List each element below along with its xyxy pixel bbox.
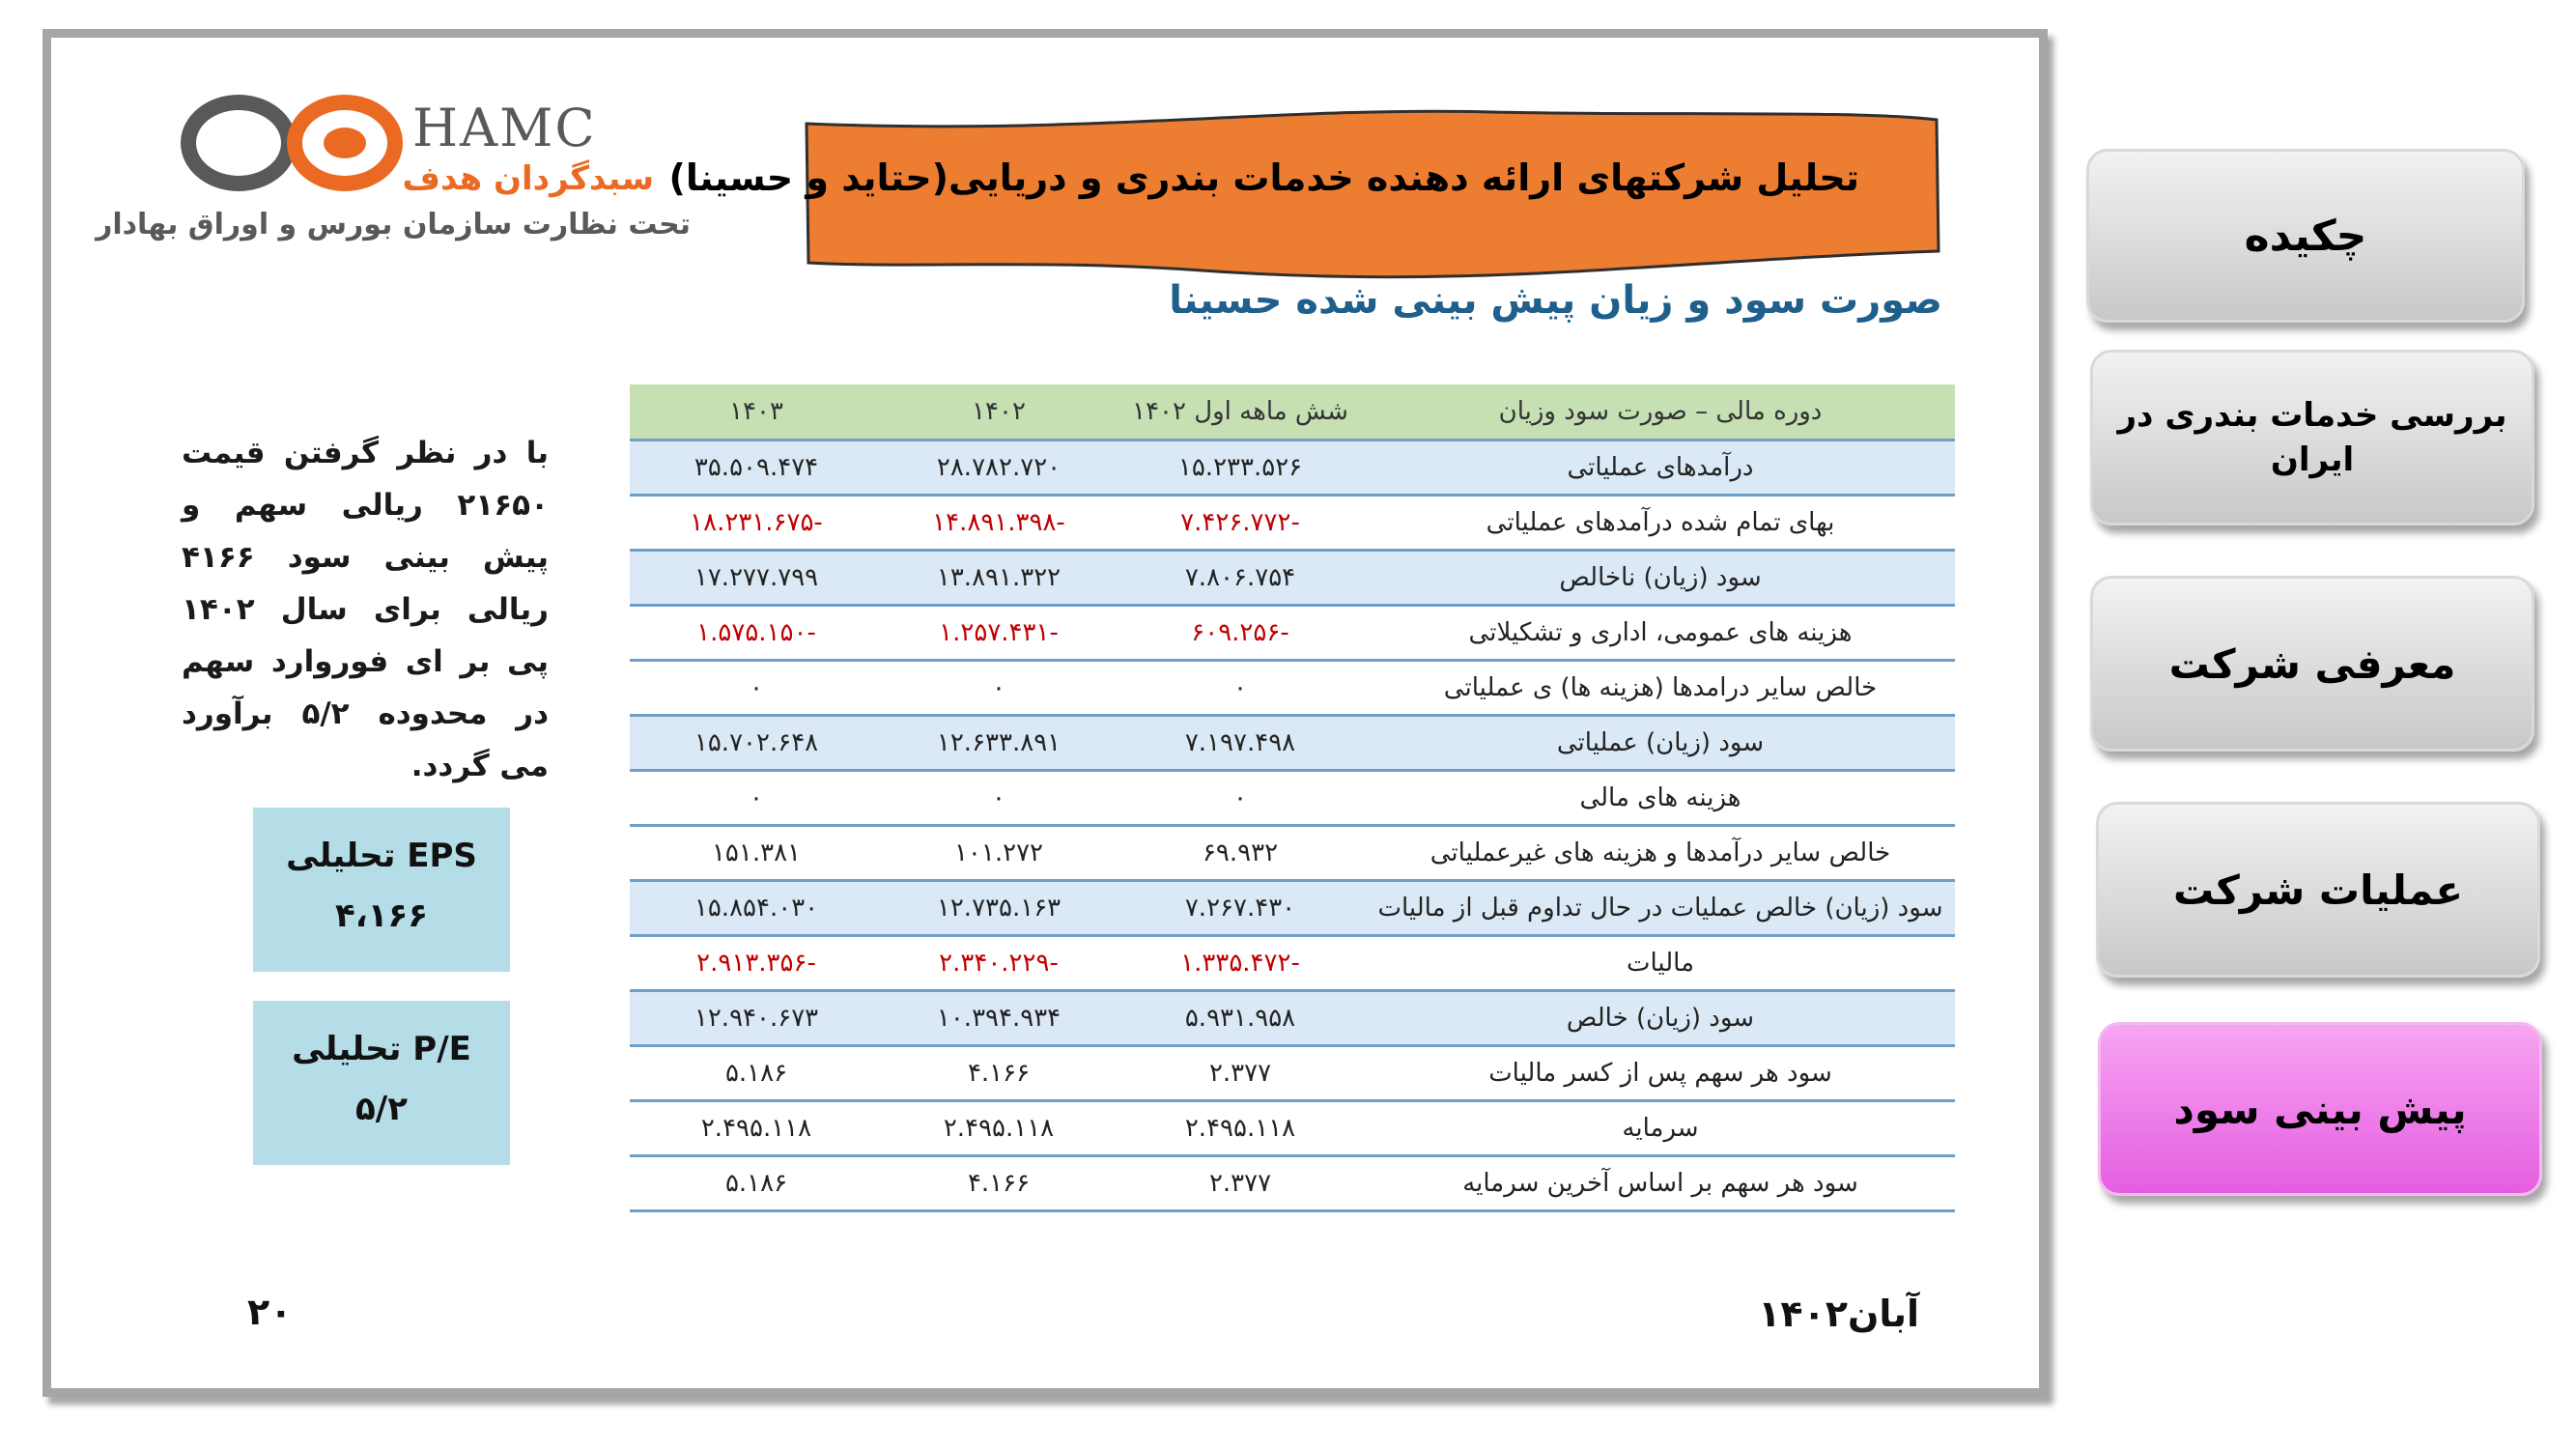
income-statement-table: [630, 384, 1955, 1212]
column-header: ۱۴۰۳: [630, 384, 883, 440]
table-cell: ۴.۱۶۶: [883, 1046, 1115, 1101]
table-cell: -۲.۳۴۰.۲۲۹: [883, 936, 1115, 991]
page-title: تحلیل شرکتهای ارائه دهنده خدمات بندری و دریایی(حتاید و حسینا): [668, 156, 1859, 199]
table-row: [630, 991, 1955, 1046]
section-subtitle: صورت سود و زیان پیش بینی شده حسینا: [1169, 278, 1942, 323]
eps-box: [253, 808, 510, 972]
table-cell: ۲.۴۹۵.۱۱۸: [1115, 1101, 1366, 1156]
column-header: شش ماهه اول ۱۴۰۲: [1115, 384, 1366, 440]
table-cell: -۲.۹۱۳.۳۵۶: [630, 936, 883, 991]
eps-value: ۴،۱۶۶: [335, 896, 428, 935]
row-label: خالص سایر درآمدها و هزینه های غیرعملیاتی: [1366, 826, 1955, 881]
table-cell: ۱۵۱.۳۸۱: [630, 826, 883, 881]
row-label: سود (زیان) خالص: [1366, 991, 1955, 1046]
table-cell: ۰: [1115, 771, 1366, 826]
table-cell: -۱.۳۳۵.۴۷۲: [1115, 936, 1366, 991]
table-cell: ۱۲.۷۳۵.۱۶۳: [883, 881, 1115, 936]
pe-box: [253, 1001, 510, 1165]
table-cell: ۱۲.۶۳۳.۸۹۱: [883, 716, 1115, 771]
table-cell: ۰: [1115, 661, 1366, 716]
logo-tagline: تحت نظارت سازمان بورس و اوراق بهادار: [96, 208, 691, 242]
table-cell: ۰: [883, 771, 1115, 826]
nav-button-port-services[interactable]: بررسی خدمات بندری در ایران: [2090, 350, 2534, 526]
row-label: سود هر سهم پس از کسر مالیات: [1366, 1046, 1955, 1101]
table-cell: -۱.۲۵۷.۴۳۱: [883, 606, 1115, 661]
table-cell: ۳۵.۵۰۹.۴۷۴: [630, 440, 883, 496]
row-label: سود هر سهم بر اساس آخرین سرمایه: [1366, 1156, 1955, 1211]
table-cell: ۵.۹۳۱.۹۵۸: [1115, 991, 1366, 1046]
table-cell: -۱.۵۷۵.۱۵۰: [630, 606, 883, 661]
table-row: [630, 1156, 1955, 1211]
table-cell: ۰: [883, 661, 1115, 716]
nav-button-company-intro[interactable]: معرفی شرکت: [2090, 576, 2534, 752]
table-cell: ۱۵.۲۳۳.۵۲۶: [1115, 440, 1366, 496]
table-cell: ۷.۱۹۷.۴۹۸: [1115, 716, 1366, 771]
table-cell: ۲.۴۹۵.۱۱۸: [630, 1101, 883, 1156]
table-cell: -۱۴.۸۹۱.۳۹۸: [883, 496, 1115, 551]
table-cell: ۶۹.۹۳۲: [1115, 826, 1366, 881]
logo-name: سبدگردان هدف: [402, 159, 654, 198]
column-header: دوره مالی – صورت سود وزیان: [1366, 384, 1955, 440]
nav-button-summary[interactable]: چکیده: [2086, 149, 2525, 323]
row-label: سرمایه: [1366, 1101, 1955, 1156]
table-cell: ۱۵.۸۵۴.۰۳۰: [630, 881, 883, 936]
nav-button-company-operations[interactable]: عملیات شرکت: [2096, 802, 2540, 978]
table-cell: ۱۷.۲۷۷.۷۹۹: [630, 551, 883, 606]
column-header: ۱۴۰۲: [883, 384, 1115, 440]
table-cell: -۱۸.۲۳۱.۶۷۵: [630, 496, 883, 551]
table-row: [630, 826, 1955, 881]
infinity-logo-icon: [179, 90, 410, 196]
logo-brand: HAMC: [412, 98, 597, 158]
title-banner: [668, 106, 1946, 280]
table-cell: ۴.۱۶۶: [883, 1156, 1115, 1211]
table-cell: -۷.۴۲۶.۷۷۲: [1115, 496, 1366, 551]
row-label: سود (زیان) عملیاتی: [1366, 716, 1955, 771]
row-label: سود (زیان) ناخالص: [1366, 551, 1955, 606]
page-date: آبان۱۴۰۲: [1758, 1293, 1919, 1335]
table-row: [630, 496, 1955, 551]
table-row: [630, 1101, 1955, 1156]
row-label: مالیات: [1366, 936, 1955, 991]
table-cell: ۰: [630, 771, 883, 826]
table-row: [630, 771, 1955, 826]
pe-value: ۵/۲: [355, 1090, 408, 1128]
table-cell: ۷.۸۰۶.۷۵۴: [1115, 551, 1366, 606]
table-cell: -۶۰۹.۲۵۶: [1115, 606, 1366, 661]
table-row: [630, 440, 1955, 496]
table-cell: ۱۵.۷۰۲.۶۴۸: [630, 716, 883, 771]
table-cell: ۱۳.۸۹۱.۳۲۲: [883, 551, 1115, 606]
table-cell: ۲۸.۷۸۲.۷۲۰: [883, 440, 1115, 496]
row-label: سود (زیان) خالص عملیات در حال تداوم قبل از مالیات: [1366, 881, 1955, 936]
table-cell: ۲.۳۷۷: [1115, 1156, 1366, 1211]
row-label: هزینه های عمومی، اداری و تشکیلاتی: [1366, 606, 1955, 661]
row-label: خالص سایر درامدها (هزینه ها) ی عملیاتی: [1366, 661, 1955, 716]
table-row: [630, 606, 1955, 661]
table-row: [630, 881, 1955, 936]
table-cell: ۰: [630, 661, 883, 716]
eps-label: EPS تحلیلی: [286, 837, 477, 875]
row-label: بهای تمام شده درآمدهای عملیاتی: [1366, 496, 1955, 551]
table-row: [630, 936, 1955, 991]
table-row: [630, 551, 1955, 606]
analysis-note: با در نظر گرفتن قیمت ۲۱۶۵۰ ریالی سهم و پیش بینی سود ۴۱۶۶ ریالی برای سال ۱۴۰۲ پی بر ای فوروارد سهم در محدوده ۵/۲ برآورد می گردد.: [182, 436, 549, 783]
nav-button-profit-forecast[interactable]: پیش بینی سود: [2098, 1022, 2542, 1196]
table-cell: ۱۰.۳۹۴.۹۳۴: [883, 991, 1115, 1046]
page-number: ۲۰: [247, 1291, 293, 1333]
table-cell: ۵.۱۸۶: [630, 1156, 883, 1211]
pe-label: P/E تحلیلی: [292, 1030, 471, 1068]
table-row: [630, 716, 1955, 771]
table-cell: ۷.۲۶۷.۴۳۰: [1115, 881, 1366, 936]
row-label: درآمدهای عملیاتی: [1366, 440, 1955, 496]
table-cell: ۱۰۱.۲۷۲: [883, 826, 1115, 881]
table-cell: ۵.۱۸۶: [630, 1046, 883, 1101]
table-row: [630, 1046, 1955, 1101]
table-cell: ۱۲.۹۴۰.۶۷۳: [630, 991, 883, 1046]
table-header-row: [630, 384, 1955, 440]
row-label: هزینه های مالی: [1366, 771, 1955, 826]
table-row: [630, 661, 1955, 716]
table-cell: ۲.۳۷۷: [1115, 1046, 1366, 1101]
company-logo: [96, 71, 700, 264]
table-cell: ۲.۴۹۵.۱۱۸: [883, 1101, 1115, 1156]
